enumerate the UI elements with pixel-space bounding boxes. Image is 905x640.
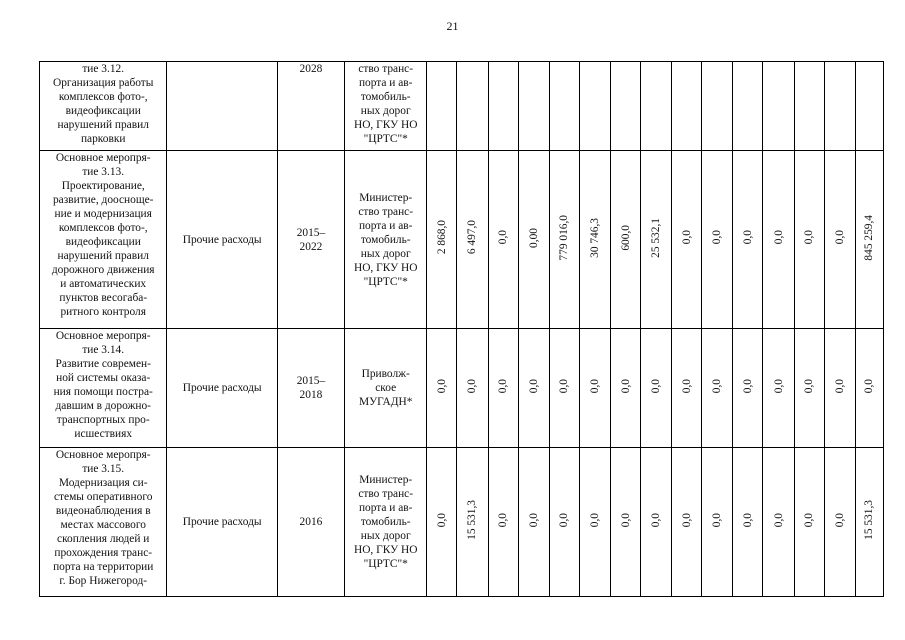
value-cell: [824, 62, 855, 151]
value-cell: 30 746,3: [579, 151, 610, 329]
value-cell: 0,0: [457, 329, 488, 448]
value-cell: 0,0: [824, 329, 855, 448]
value-cell: [641, 62, 672, 151]
value-cell: 0,0: [549, 329, 579, 448]
value-cell: 600,0: [610, 151, 640, 329]
value-cell: [549, 62, 579, 151]
table-row: [40, 62, 884, 151]
value-cell: 0,0: [641, 329, 672, 448]
value-cell: 0,00: [518, 151, 549, 329]
value-cell: 0,0: [794, 329, 824, 448]
budget-table: [39, 61, 884, 597]
table-row: [40, 151, 884, 329]
value-cell: 6 497,0: [457, 151, 488, 329]
value-cell: [579, 62, 610, 151]
value-cell: 2 868,0: [427, 151, 457, 329]
value-cell: 0,0: [549, 448, 579, 597]
value-cell: [488, 62, 518, 151]
executor-cell: Приволж- ское МУГАДН*: [345, 329, 427, 448]
value-cell: [702, 62, 733, 151]
value-cell: 0,0: [733, 329, 763, 448]
value-cell: 15 531,3: [457, 448, 488, 597]
expense-type-cell: Прочие расходы: [167, 151, 277, 329]
value-cell: 0,0: [579, 448, 610, 597]
value-cell: 0,0: [794, 151, 824, 329]
table-row: [40, 448, 884, 597]
value-cell: 0,0: [488, 448, 518, 597]
measure-name-cell: тие 3.12. Организация работы комплексов фото-, видеофиксации нарушений правил парковки: [40, 62, 167, 151]
value-cell: [610, 62, 640, 151]
measure-name-cell: Основное меропря- тие 3.15. Модернизация си- стемы оперативного видеонаблюдения в местах массового скопления людей и прохождения транс- порта на территории г. Бор Нижегород-: [40, 448, 167, 597]
value-cell: 0,0: [610, 448, 640, 597]
value-cell: [427, 62, 457, 151]
value-cell: [672, 62, 702, 151]
value-cell: 0,0: [702, 151, 733, 329]
value-cell: 0,0: [641, 448, 672, 597]
measure-name-cell: Основное меропря- тие 3.13. Проектирование, развитие, доосноще- ние и модернизация комплексов фото-, видеофиксации нарушений правил дорожного движения и автоматических пунктов весогаба- ритного контроля: [40, 151, 167, 329]
value-cell: 845 259,4: [855, 151, 883, 329]
value-cell: 0,0: [763, 151, 794, 329]
value-cell: 0,0: [579, 329, 610, 448]
value-cell: 0,0: [702, 448, 733, 597]
table-row: [40, 329, 884, 448]
value-cell: 0,0: [672, 329, 702, 448]
executor-cell: ство транс- порта и ав- томобиль- ных дорог НО, ГКУ НО "ЦРТС"*: [345, 62, 427, 151]
value-cell: 779 016,0: [549, 151, 579, 329]
value-cell: 0,0: [518, 329, 549, 448]
value-cell: [855, 62, 883, 151]
value-cell: 15 531,3: [855, 448, 883, 597]
value-cell: 0,0: [824, 151, 855, 329]
value-cell: 0,0: [763, 448, 794, 597]
measure-name-cell: Основное меропря- тие 3.14. Развитие современ- ной системы оказа- ния помощи постра- давшим в дорожно- транспортных про- исшествиях: [40, 329, 167, 448]
value-cell: [794, 62, 824, 151]
period-cell: 2028: [277, 62, 344, 151]
value-cell: [763, 62, 794, 151]
value-cell: 25 532,1: [641, 151, 672, 329]
period-cell: 2016: [277, 448, 344, 597]
value-cell: 0,0: [610, 329, 640, 448]
value-cell: 0,0: [702, 329, 733, 448]
value-cell: [733, 62, 763, 151]
value-cell: 0,0: [672, 151, 702, 329]
value-cell: 0,0: [488, 329, 518, 448]
expense-type-cell: Прочие расходы: [167, 329, 277, 448]
value-cell: 0,0: [672, 448, 702, 597]
value-cell: 0,0: [855, 329, 883, 448]
executor-cell: Министер- ство транс- порта и ав- томобиль- ных дорог НО, ГКУ НО "ЦРТС"*: [345, 448, 427, 597]
period-cell: 2015– 2018: [277, 329, 344, 448]
value-cell: [457, 62, 488, 151]
value-cell: 0,0: [427, 448, 457, 597]
value-cell: 0,0: [824, 448, 855, 597]
value-cell: 0,0: [427, 329, 457, 448]
page-number: 21: [446, 19, 459, 33]
value-cell: 0,0: [763, 329, 794, 448]
value-cell: 0,0: [488, 151, 518, 329]
value-cell: [518, 62, 549, 151]
period-cell: 2015– 2022: [277, 151, 344, 329]
executor-cell: Министер- ство транс- порта и ав- томобиль- ных дорог НО, ГКУ НО "ЦРТС"*: [345, 151, 427, 329]
value-cell: 0,0: [794, 448, 824, 597]
expense-type-cell: [167, 62, 277, 151]
expense-type-cell: Прочие расходы: [167, 448, 277, 597]
value-cell: 0,0: [733, 448, 763, 597]
value-cell: 0,0: [518, 448, 549, 597]
value-cell: 0,0: [733, 151, 763, 329]
